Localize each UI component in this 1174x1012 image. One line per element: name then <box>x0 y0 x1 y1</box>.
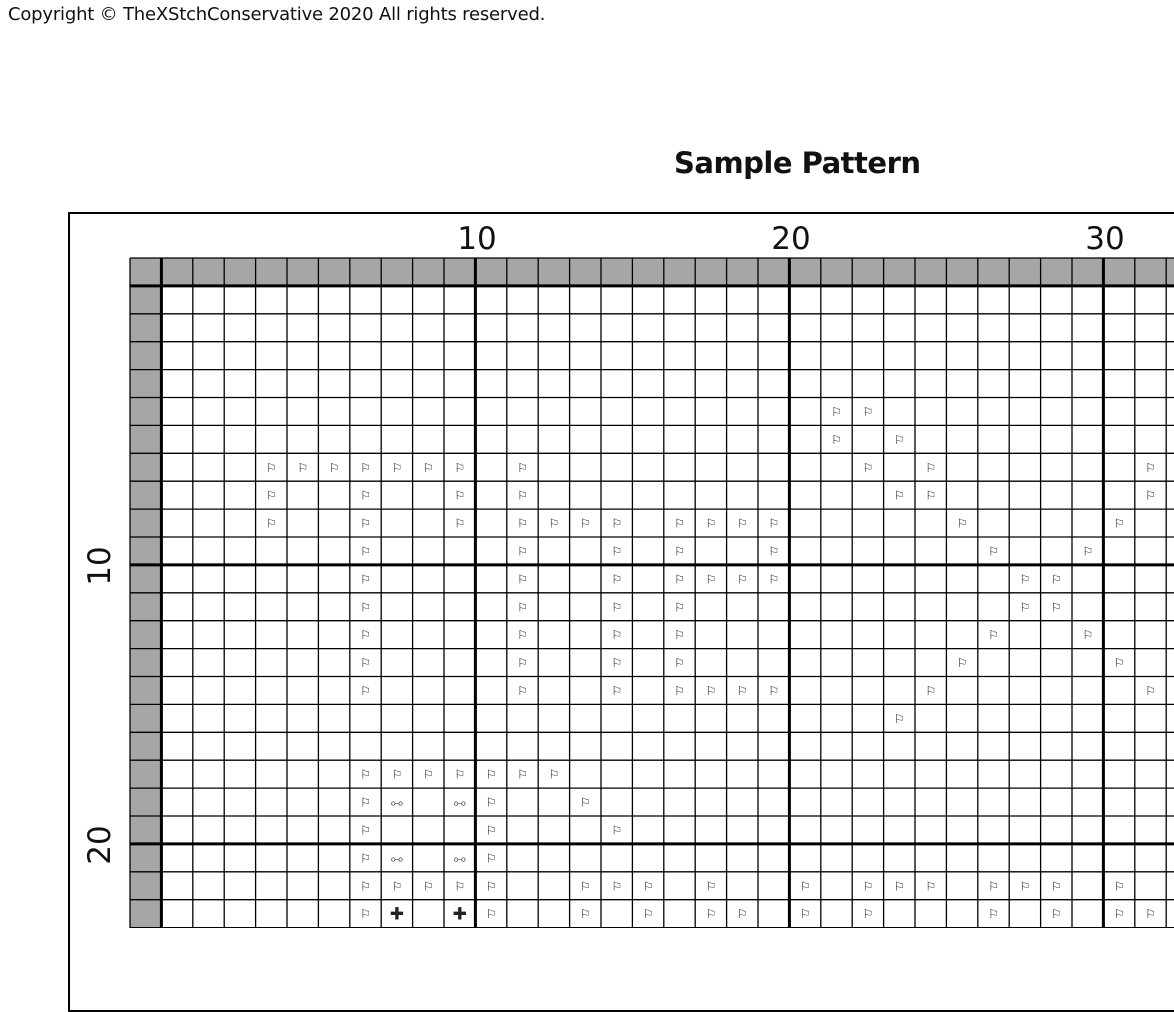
stitch-flag-icon: ⚐ <box>799 879 811 894</box>
stitch-flag-icon: ⚐ <box>1019 572 1031 587</box>
stitch-flag-icon: ⚐ <box>831 432 842 447</box>
pattern-title: Sample Pattern <box>674 146 921 180</box>
stitch-chain-icon: ⧟ <box>453 851 466 866</box>
stitch-flag-icon: ⚐ <box>579 879 591 894</box>
stitch-flag-icon: ⚐ <box>454 516 466 531</box>
stitch-flag-icon: ⚐ <box>674 544 685 559</box>
stitch-flag-icon: ⚐ <box>1082 628 1094 643</box>
stitch-flag-icon: ⚐ <box>1050 907 1062 922</box>
stitch-flag-icon: ⚐ <box>862 404 874 419</box>
stitch-flag-icon: ⚐ <box>674 656 685 671</box>
stitch-cross-icon: ✚ <box>452 904 467 925</box>
stitch-flag-icon: ⚐ <box>674 628 685 643</box>
stitch-flag-icon: ⚐ <box>768 516 780 531</box>
stitch-flag-icon: ⚐ <box>925 683 937 698</box>
stitch-flag-icon: ⚐ <box>1145 907 1156 922</box>
stitch-flag-icon: ⚐ <box>485 795 497 810</box>
stitch-flag-icon: ⚐ <box>1113 879 1125 894</box>
stitch-flag-icon: ⚐ <box>674 516 685 531</box>
stitch-flag-icon: ⚐ <box>705 879 717 894</box>
stitch-flag-icon: ⚐ <box>1145 683 1156 698</box>
stitch-flag-icon: ⚐ <box>517 600 528 615</box>
stitch-flag-icon: ⚐ <box>611 572 623 587</box>
stitch-flag-icon: ⚐ <box>925 488 937 503</box>
stitch-flag-icon: ⚐ <box>360 851 371 866</box>
stitch-flag-icon: ⚐ <box>674 600 685 615</box>
stitch-flag-icon: ⚐ <box>517 767 528 782</box>
stitch-flag-icon: ⚐ <box>265 460 277 475</box>
stitch-flag-icon: ⚐ <box>485 767 497 782</box>
stitch-flag-icon: ⚐ <box>360 572 371 587</box>
row-number-10: 10 <box>82 546 118 586</box>
stitch-flag-icon: ⚐ <box>611 879 623 894</box>
stitch-flag-icon: ⚐ <box>799 907 811 922</box>
stitch-flag-icon: ⚐ <box>1019 879 1031 894</box>
stitch-flag-icon: ⚐ <box>893 432 905 447</box>
stitch-flag-icon: ⚐ <box>1145 460 1156 475</box>
stitch-flag-icon: ⚐ <box>736 572 748 587</box>
stitch-flag-icon: ⚐ <box>454 879 466 894</box>
stitch-flag-icon: ⚐ <box>925 460 937 475</box>
stitch-flag-icon: ⚐ <box>360 600 371 615</box>
stitch-flag-icon: ⚐ <box>925 879 937 894</box>
stitch-symbols <box>266 405 1156 925</box>
stitch-flag-icon: ⚐ <box>360 460 371 475</box>
stitch-flag-icon: ⚐ <box>548 516 560 531</box>
stitch-flag-icon: ⚐ <box>579 795 591 810</box>
stitch-flag-icon: ⚐ <box>517 516 528 531</box>
stitch-flag-icon: ⚐ <box>265 488 277 503</box>
stitch-flag-icon: ⚐ <box>768 683 780 698</box>
stitch-flag-icon: ⚐ <box>360 488 371 503</box>
stitch-flag-icon: ⚐ <box>517 683 528 698</box>
stitch-flag-icon: ⚐ <box>485 851 497 866</box>
stitch-flag-icon: ⚐ <box>517 656 528 671</box>
stitch-flag-icon: ⚐ <box>705 907 717 922</box>
stitch-flag-icon: ⚐ <box>1019 600 1031 615</box>
stitch-flag-icon: ⚐ <box>862 460 874 475</box>
stitch-flag-icon: ⚐ <box>391 879 403 894</box>
stitch-flag-icon: ⚐ <box>1113 656 1125 671</box>
stitch-flag-icon: ⚐ <box>454 460 466 475</box>
stitch-flag-icon: ⚐ <box>1050 572 1062 587</box>
stitch-flag-icon: ⚐ <box>893 488 905 503</box>
stitch-flag-icon: ⚐ <box>485 879 497 894</box>
stitch-flag-icon: ⚐ <box>360 656 371 671</box>
stitch-flag-icon: ⚐ <box>768 572 780 587</box>
stitch-chain-icon: ⧟ <box>453 795 466 810</box>
stitch-flag-icon: ⚐ <box>422 460 434 475</box>
stitch-flag-icon: ⚐ <box>611 628 623 643</box>
column-number-10: 10 <box>457 221 497 257</box>
stitch-flag-icon: ⚐ <box>360 795 371 810</box>
stitch-flag-icon: ⚐ <box>391 767 403 782</box>
stitch-flag-icon: ⚐ <box>988 879 999 894</box>
stitch-flag-icon: ⚐ <box>736 516 748 531</box>
stitch-flag-icon: ⚐ <box>736 683 748 698</box>
stitch-chain-icon: ⧟ <box>390 851 403 866</box>
stitch-flag-icon: ⚐ <box>611 544 623 559</box>
stitch-flag-icon: ⚐ <box>862 879 874 894</box>
stitch-flag-icon: ⚐ <box>517 544 528 559</box>
stitch-flag-icon: ⚐ <box>360 628 371 643</box>
stitch-flag-icon: ⚐ <box>485 823 497 838</box>
stitch-flag-icon: ⚐ <box>893 879 905 894</box>
row-number-20: 20 <box>82 825 118 865</box>
stitch-flag-icon: ⚐ <box>611 683 623 698</box>
stitch-flag-icon: ⚐ <box>862 907 874 922</box>
stitch-flag-icon: ⚐ <box>422 767 434 782</box>
stitch-chain-icon: ⧟ <box>390 795 403 810</box>
stitch-flag-icon: ⚐ <box>265 516 277 531</box>
stitch-flag-icon: ⚐ <box>360 683 371 698</box>
stitch-flag-icon: ⚐ <box>642 907 654 922</box>
column-number-20: 20 <box>771 221 811 257</box>
stitch-flag-icon: ⚐ <box>611 516 623 531</box>
stitch-flag-icon: ⚐ <box>360 767 371 782</box>
stitch-flag-icon: ⚐ <box>297 460 309 475</box>
stitch-cross-icon: ✚ <box>389 904 405 925</box>
stitch-flag-icon: ⚐ <box>579 516 591 531</box>
stitch-flag-icon: ⚐ <box>360 879 371 894</box>
stitch-flag-icon: ⚐ <box>454 488 466 503</box>
stitch-flag-icon: ⚐ <box>736 907 748 922</box>
stitch-flag-icon: ⚐ <box>1050 600 1062 615</box>
stitch-flag-icon: ⚐ <box>517 488 528 503</box>
stitch-flag-icon: ⚐ <box>422 879 434 894</box>
stitch-flag-icon: ⚐ <box>705 572 717 587</box>
stitch-flag-icon: ⚐ <box>831 404 842 419</box>
stitch-flag-icon: ⚐ <box>956 656 968 671</box>
column-number-30: 30 <box>1085 221 1125 257</box>
stitch-flag-icon: ⚐ <box>360 907 371 922</box>
stitch-flag-icon: ⚐ <box>642 879 654 894</box>
stitch-flag-icon: ⚐ <box>705 683 717 698</box>
stitch-flag-icon: ⚐ <box>988 907 999 922</box>
stitch-flag-icon: ⚐ <box>1113 516 1125 531</box>
stitch-flag-icon: ⚐ <box>517 628 528 643</box>
stitch-flag-icon: ⚐ <box>485 907 497 922</box>
stitch-flag-icon: ⚐ <box>548 767 560 782</box>
stitch-flag-icon: ⚐ <box>988 544 999 559</box>
stitch-flag-icon: ⚐ <box>674 572 685 587</box>
stitch-flag-icon: ⚐ <box>391 460 403 475</box>
stitch-flag-icon: ⚐ <box>611 823 623 838</box>
stitch-flag-icon: ⚐ <box>988 628 999 643</box>
stitch-flag-icon: ⚐ <box>517 572 528 587</box>
stitch-flag-icon: ⚐ <box>360 544 371 559</box>
stitch-flag-icon: ⚐ <box>579 907 591 922</box>
copyright-notice: Copyright © TheXStchConservative 2020 All rights reserved. <box>8 4 546 25</box>
stitch-flag-icon: ⚐ <box>360 516 371 531</box>
stitch-flag-icon: ⚐ <box>956 516 968 531</box>
stitch-flag-icon: ⚐ <box>328 460 340 475</box>
stitch-flag-icon: ⚐ <box>1050 879 1062 894</box>
grid-thin-lines <box>130 258 1174 928</box>
stitch-flag-icon: ⚐ <box>893 711 905 726</box>
stitch-flag-icon: ⚐ <box>1145 488 1156 503</box>
stitch-flag-icon: ⚐ <box>454 767 466 782</box>
stitch-flag-icon: ⚐ <box>1113 907 1125 922</box>
stitch-flag-icon: ⚐ <box>705 516 717 531</box>
stitch-flag-icon: ⚐ <box>1082 544 1094 559</box>
stitch-flag-icon: ⚐ <box>674 683 685 698</box>
stitch-flag-icon: ⚐ <box>517 460 528 475</box>
stitch-flag-icon: ⚐ <box>768 544 780 559</box>
stitch-flag-icon: ⚐ <box>611 656 623 671</box>
stitch-flag-icon: ⚐ <box>611 600 623 615</box>
stitch-flag-icon: ⚐ <box>360 823 371 838</box>
